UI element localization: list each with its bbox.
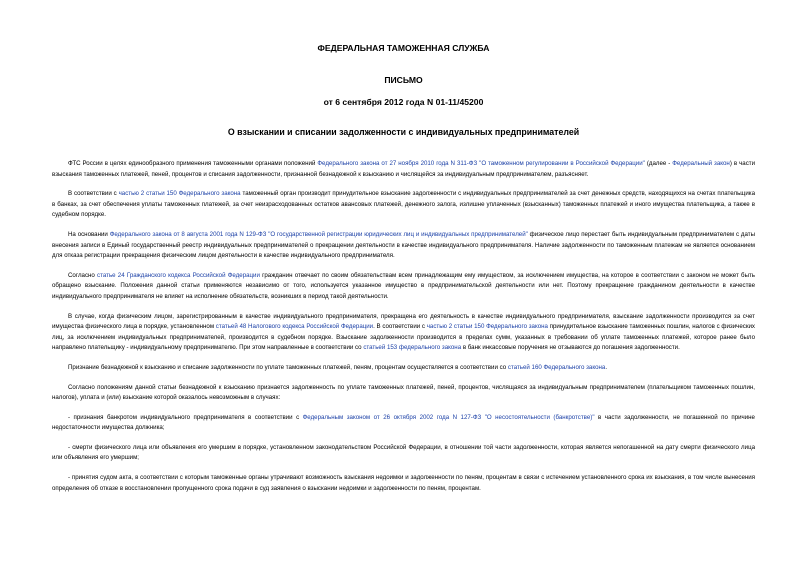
list-item-death [52,443,755,464]
paragraph-text: В соответствии с [68,190,119,198]
link-federal-law[interactable]: Федеральный закон [672,160,730,167]
paragraph-3 [52,230,755,262]
paragraph-text: в части задолженности, не погашенной по причине недостаточности имущества должника; [52,413,755,432]
paragraph-text: На основании [68,230,110,238]
paragraph-1 [52,159,755,180]
document-subject: О взыскании и списании задолженности с индивидуальных предпринимателей [227,127,580,137]
link-civil-code-article-24[interactable]: статье 24 Гражданского кодекса Российской Федерации [97,271,260,279]
paragraph-text: ) в части взыскания таможенных платежей, пеней, процентов и списания задолженности, признанной безнадежной к взысканию и числящейся за индивидуальным предпринимателем, разъясняет. [52,160,756,178]
link-article-160[interactable]: статьей 160 Федерального закона [507,363,606,371]
paragraph-text: физическое лицо перестает быть индивидуальным предпринимателем с даты внесения записи в Единый государственный реестр индивидуальных предпринимателей о прекращении деятельности в качестве индивидуального предпринимателя. Наличие задолженности по таможенным платежам не является основанием для отказа регистрации прекращения физическим лицом деятельности в качестве индивидуального предпринимателя. [52,230,755,260]
paragraph-5 [52,312,755,354]
paragraph-text: В случае, когда физическим лицом, зарегистрированным в качестве индивидуального предпринимателя, прекращена его деятельность в качестве индивидуального предпринимателя, взыскание задолженности производится за счет имущества физического лица в порядке, установленном [52,312,755,331]
link-federal-law-127fz[interactable]: Федеральным законом от 26 октября 2002 года N 127-ФЗ "О несостоятельности (банкротстве)" [302,413,595,421]
paragraph-4 [52,271,755,303]
link-article-150-part-2[interactable]: частью 2 статьи 150 Федерального закона [426,323,548,331]
paragraph-text: принудительное взыскание таможенных пошлин, налогов с физических лиц, за исключением индивидуальных предпринимателей, производится в судебном порядке. Взыскание задолженности производится в пределах сумм, указанных в требовании об уплате таможенных платежей, которое ранее было направлено плательщику - индивидуальному предпринимателю. При этом направленные в соответствии со [52,323,756,352]
paragraph-text: . В соответствии с [373,323,427,331]
document-date-number: от 6 сентября 2012 года N 01-11/45200 [323,97,484,107]
paragraph-text: Согласно положениям данной статьи безнадежной к взысканию признается задолженность по уплате таможенных платежей, пеней, процентов, числящаяся за индивидуальным предпринимателем (плательщиком таможенных пошлин, налогов), уплата и (или) взыскание которой оказалось невозможным в случаях: [52,383,755,402]
paragraph-6 [52,363,755,374]
paragraph-text: . [605,363,608,371]
paragraph-text: Согласно [68,271,98,279]
paragraph-7 [52,383,755,404]
paragraph-2 [52,189,755,221]
paragraph-text: таможенный орган производит принудительное взыскание задолженности с индивидуальных предпринимателей за счет денежных средств, находящихся на счетах плательщика в банках, за счет обеспечения уплаты таможенных платежей, за счет неизрасходованных остатков авансовых платежей, денежного залога, излишне уплаченных (взысканных) таможенных платежей и иного имущества плательщика, а также в судебном порядке. [52,190,755,219]
paragraph-text: - принятия судом акта, в соответствии с которым таможенные органы утрачивают возможность взыскания недоимки и задолженности по пеням, процентам в связи с истечением установленного срока их взыскания, в том числе вынесения определения об отказе в восстановлении пропущенного срока подачи в суд заявления о взыскании недоимки и задолженности по пеням, процентам. [52,474,755,492]
link-federal-law-311fz[interactable]: Федерального закона от 27 ноября 2010 года N 311-ФЗ "О таможенном регулировании в Российской Федерации" [317,160,645,167]
document-type: ПИСЬМО [384,75,423,85]
paragraph-text: - признания банкротом индивидуального предпринимателя в соответствии с [68,413,303,421]
paragraph-text: - смерти физического лица или объявления его умершим в порядке, установленном законодательством Российской Федерации, в отношении той части задолженности, которая является непогашенной на дату смерти физического лица или объявления его умершим; [52,443,755,462]
paragraph-text: Признание безнадежной к взысканию и списание задолженности по уплате таможенных платежей, пеням, процентам осуществляется в соответствии со [68,363,508,371]
link-article-150-part-2[interactable]: частью 2 статьи 150 Федерального закона [118,190,241,198]
link-tax-code-article-48[interactable]: статьей 48 Налогового кодекса Российской Федерации [215,323,374,331]
paragraph-text: в банк инкассовые поручения не отзываются до погашения задолженности. [461,344,680,352]
link-federal-law-129fz[interactable]: Федерального закона от 8 августа 2001 года N 129-ФЗ "О государственной регистрации юридических лиц и индивидуальных предпринимателей" [109,230,528,238]
paragraph-text: ФТС России в целях единообразного применения таможенными органами положений [68,160,318,167]
link-article-153[interactable]: статьей 153 федерального закона [363,344,462,352]
list-item-bankruptcy [52,413,755,434]
paragraph-text: (далее - [644,160,673,167]
agency-name: ФЕДЕРАЛЬНАЯ ТАМОЖЕННАЯ СЛУЖБА [317,43,490,53]
paragraph-text: гражданин отвечает по своим обязательствам всем принадлежащим ему имуществом, за исключением имущества, на которое в соответствии с законом не может быть обращено взыскание. Положения данной статьи применяются независимо от того, используется указанное имущество в предпринимательской деятельности или нет. Поэтому прекращение гражданином деятельности в качестве индивидуального предпринимателя не влияет на исполнение обязательств, возникших в период такой деятельности. [52,271,755,300]
list-item-court-act [52,473,755,494]
